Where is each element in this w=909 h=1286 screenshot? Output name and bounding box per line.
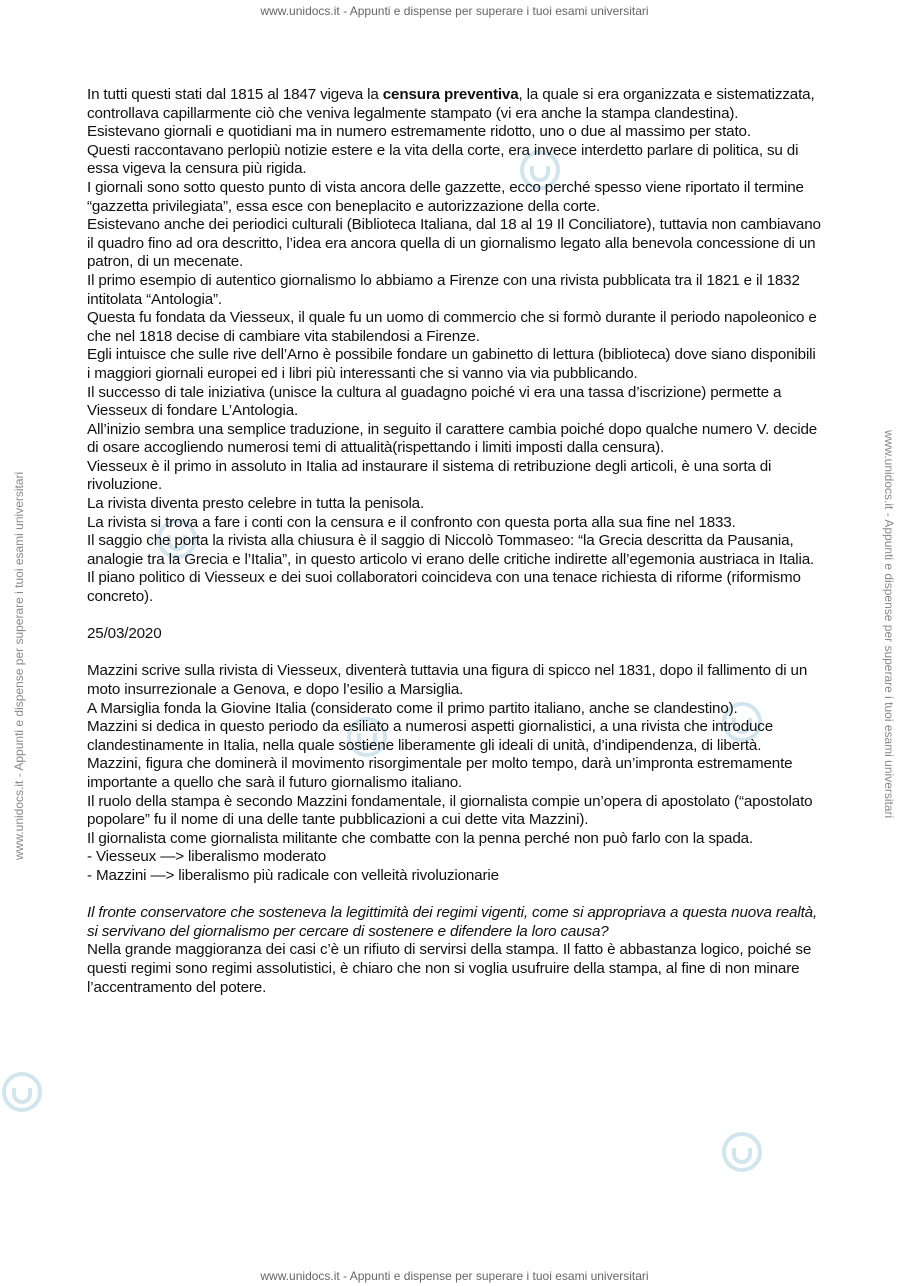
spacer	[87, 886, 822, 905]
unidocs-logo-icon	[720, 1130, 764, 1174]
spacer	[87, 607, 822, 626]
paragraph: Esistevano giornali e quotidiani ma in numero estremamente ridotto, uno o due al massimo per stato.	[87, 123, 751, 141]
paragraph: Viesseux è il primo in assoluto in Italia ad instaurare il sistema di retribuzione degli articoli, è una sorta di rivoluzione.	[87, 457, 772, 494]
paragraph: Nella grande maggioranza dei casi c’è un rifiuto di servirsi della stampa. Il fatto è abbastanza logico, poiché se questi regimi sono regimi assolutistici, è chiaro che non si voglia usufruire della stampa, al fine di non minare l’accentramento del potere.	[87, 941, 812, 996]
paragraph: Mazzini si dedica in questo periodo da esiliato a numerosi aspetti giornalistici, a una rivista che introduce clandestinamente in Italia, nella quale sostiene liberamente gli ideali di unità, d’indipendenza, di libertà.	[87, 718, 774, 754]
paragraph: Il piano politico di Viesseux e dei suoi collaboratori coincideva con una tenace richiesta di riforme (riformismo concreto).	[87, 569, 801, 606]
paragraph: Il giornalista come giornalista militante che combatte con la penna perché non può farlo con la spada.	[87, 829, 754, 847]
paragraph: Mazzini, figura che dominerà il movimento risorgimentale per molto tempo, darà un’impronta estremamente importante a quello che sarà il futuro giornalismo italiano.	[87, 755, 793, 791]
paragraph: Il primo esempio di autentico giornalismo lo abbiamo a Firenze con una rivista pubblicata tra il 1821 e il 1832 intitolata “Antologia”.	[87, 271, 800, 308]
paragraph: Questa fu fondata da Viesseux, il quale fu un uomo di commercio che si formò durante il periodo napoleonico e che nel 1818 decise di cambiare vita stabilendosi a Firenze.	[87, 309, 817, 345]
footer-banner: www.unidocs.it - Appunti e dispense per superare i tuoi esami universitari	[260, 1269, 649, 1283]
italic-question: Il fronte conservatore che sosteneva la legittimità dei regimi vigenti, come si appropriava a questa nuova realtà, si servivano del giornalismo per cercare di sostenere e difendere la loro causa?	[87, 904, 818, 940]
side-watermark-left: www.unidocs.it - Appunti e dispense per superare i tuoi esami universitari	[12, 471, 26, 860]
paragraph: A Marsiglia fonda la Giovine Italia (considerato come il primo partito italiano, anche se clandestino).	[87, 699, 738, 717]
paragraph: Mazzini scrive sulla rivista di Viesseux, diventerà tuttavia una figura di spicco nel 1831, dopo il fallimento di un moto insurrezionale a Genova, e dopo l’esilio a Marsiglia.	[87, 662, 808, 698]
paragraph: Il successo di tale iniziativa (unisce la cultura al guadagno poiché vi era una tassa d’iscrizione) permette a Viesseux di fondare L’Antologia.	[87, 383, 782, 420]
unidocs-logo-icon	[0, 1070, 44, 1114]
paragraph: Egli intuisce che sulle rive dell’Arno è possibile fondare un gabinetto di lettura (biblioteca) dove siano disponibili i maggiori giornali europei ed i libri più interessanti che si vanno via via pubblicando.	[87, 346, 816, 382]
paragraph: In tutti questi stati dal 1815 al 1847 vigeva la censura preventiva, la quale si era organizzata e sistematizzata, controllava capillarmente ciò che veniva legalmente stampato (vi era anche la stampa clandestina).	[87, 86, 815, 122]
side-watermark-right: www.unidocs.it - Appunti e dispense per superare i tuoi esami universitari	[882, 430, 896, 819]
paragraph: I giornali sono sotto questo punto di vista ancora delle gazzette, ecco perché spesso viene riportato il termine “gazzetta privilegiata”, essa esce con beneplacito e autorizzazione della corte.	[87, 178, 804, 215]
paragraph: Il saggio che porta la rivista alla chiusura è il saggio di Niccolò Tommaseo: “la Grecia descritta da Pausania, analogie tra la Grecia e l’Italia”, in questo articolo vi erano delle critiche indirette all’egemonia austriaca in Italia.	[87, 532, 815, 568]
paragraph: Esistevano anche dei periodici culturali (Biblioteca Italiana, dal 18 al 19 Il Conciliatore), tuttavia non cambiavano il quadro fino ad ora descritto, l’idea era ancora quella di un giornalismo legato alla benevola concessione di un patron, di un mecenate.	[87, 216, 821, 271]
list-item: - Viesseux —> liberalismo moderato	[87, 848, 326, 866]
bold-term: censura preventiva	[382, 86, 519, 103]
paragraph: La rivista diventa presto celebre in tutta la penisola.	[87, 495, 425, 513]
paragraph: La rivista si trova a fare i conti con la censura e il confronto con questa porta alla sua fine nel 1833.	[87, 513, 736, 531]
spacer	[87, 644, 822, 663]
section-date: 25/03/2020	[87, 625, 162, 643]
header-banner: www.unidocs.it - Appunti e dispense per superare i tuoi esami universitari	[260, 4, 649, 18]
paragraph: Il ruolo della stampa è secondo Mazzini fondamentale, il giornalista compie un’opera di apostolato (“apostolato popolare” fu il nome di una delle tante pubblicazioni a cui dette vita Mazzini).	[87, 792, 813, 829]
list-item: - Mazzini —> liberalismo più radicale con velleità rivoluzionarie	[87, 866, 499, 884]
paragraph: All’inizio sembra una semplice traduzione, in seguito il carattere cambia poiché dopo qualche numero V. decide di osare accogliendo numerosi temi di attualità(rispettando i limiti imposti dalla censura).	[87, 420, 818, 457]
paragraph: Questi raccontavano perlopiù notizie estere e la vita della corte, era invece interdetto parlare di politica, su di essa vigeva la censura più rigida.	[87, 141, 799, 178]
document-body	[87, 86, 822, 997]
